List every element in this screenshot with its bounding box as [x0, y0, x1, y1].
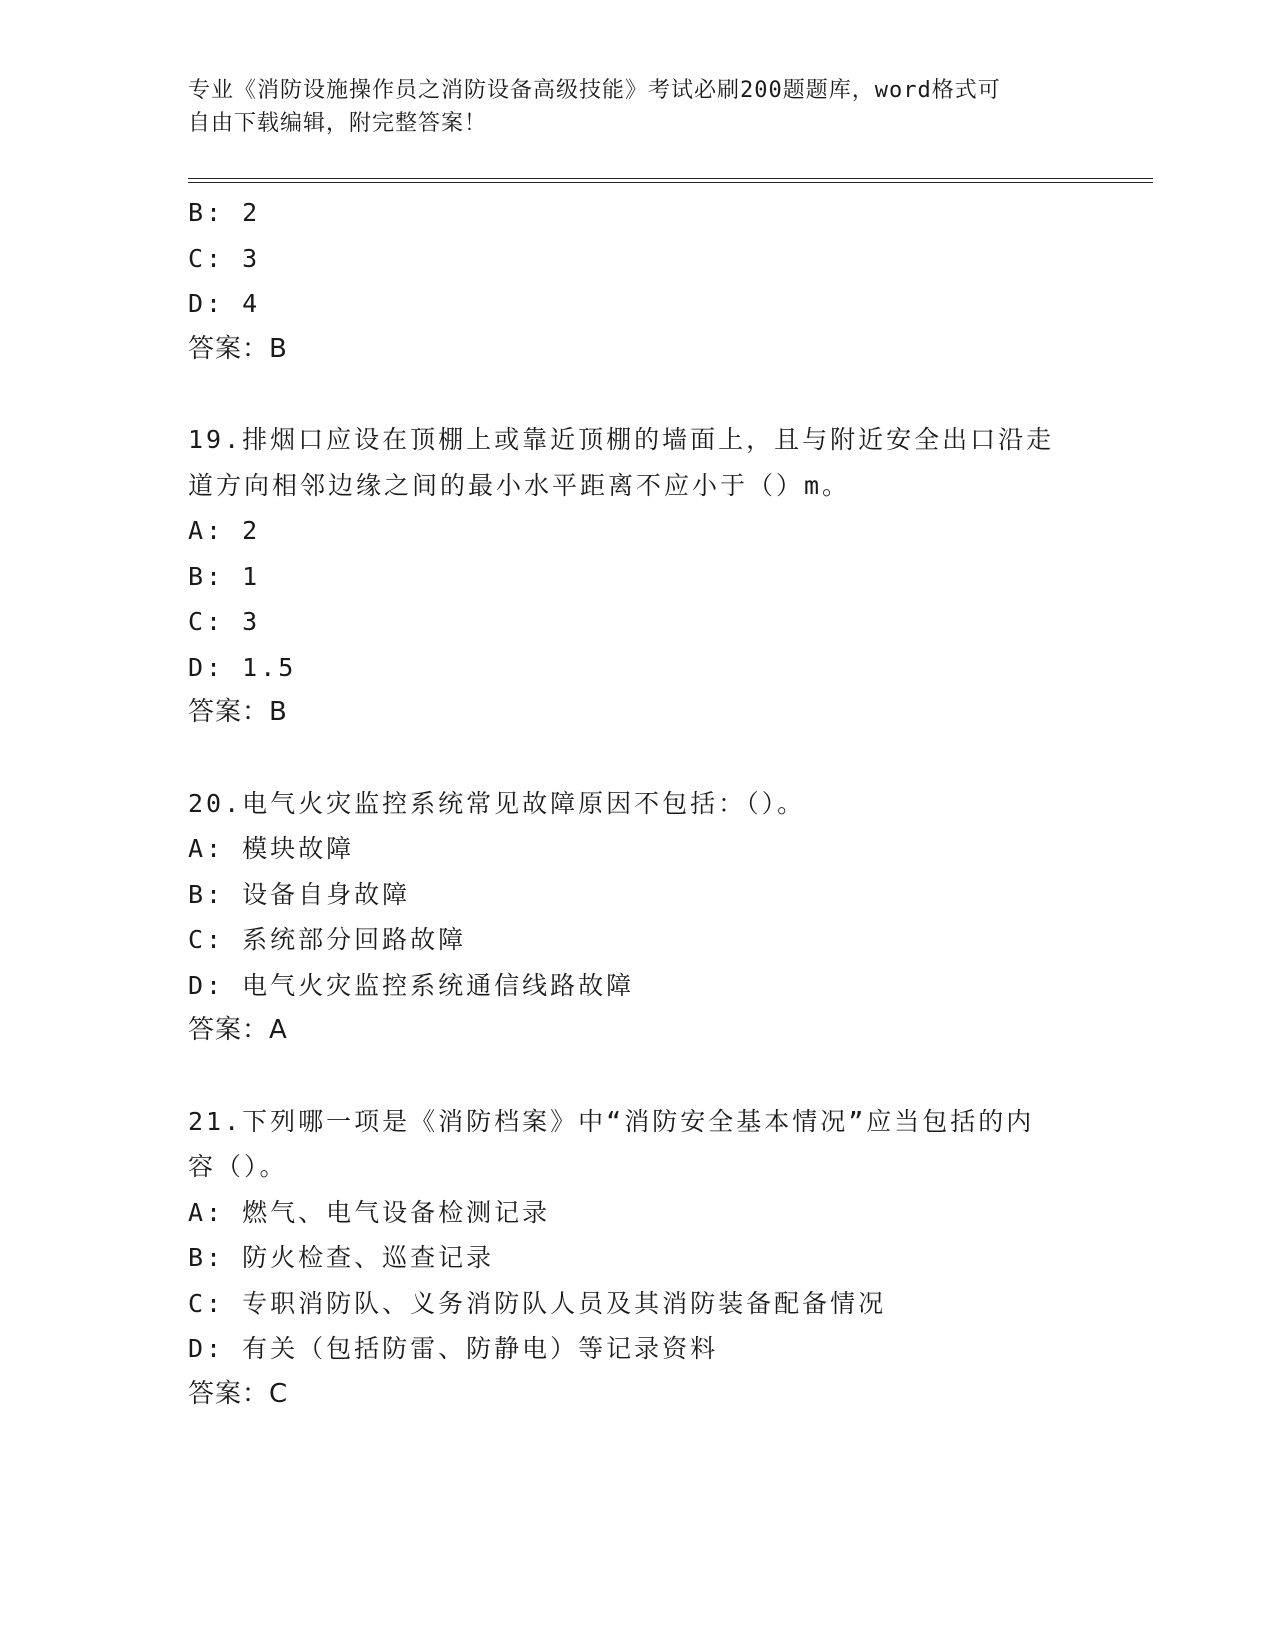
answer-line: 答案：B — [188, 697, 288, 727]
question-list — [188, 190, 1088, 1417]
answer-line: 答案：C — [188, 1378, 289, 1409]
page-header — [188, 74, 1088, 140]
option-b: B: 1 — [188, 561, 261, 591]
option-a: A: 模块故障 — [188, 834, 355, 863]
option-c: C: 专职消防队、义务消防队人员及其消防装备配备情况 — [188, 1288, 887, 1318]
option-d: D: 4 — [188, 289, 261, 318]
option-a: A: 燃气、电气设备检测记录 — [188, 1197, 551, 1227]
question-18-tail — [188, 190, 1088, 372]
option-c: C: 3 — [188, 243, 261, 273]
option-d: D: 有关（包括防雷、防静电）等记录资料 — [188, 1334, 719, 1363]
question-20 — [188, 781, 1088, 1054]
answer-line: 答案：A — [188, 1015, 288, 1045]
question-text-line-1: 21.下列哪一项是《消防档案》中“消防安全基本情况”应当包括的内 — [188, 1106, 1035, 1136]
question-21 — [188, 1099, 1088, 1418]
option-a: A: 2 — [188, 516, 261, 545]
header-title-line-2: 自由下载编辑，附完整答案！ — [188, 111, 488, 136]
question-text-line-2: 道方向相邻边缘之间的最小水平距离不应小于（）m。 — [188, 470, 851, 500]
header-divider — [188, 178, 1153, 183]
option-d: D: 电气火灾监控系统通信线路故障 — [188, 970, 635, 1000]
question-text-line-1: 19.排烟口应设在顶棚上或靠近顶棚的墙面上，且与附近安全出口沿走 — [188, 425, 1055, 454]
question-text-line-2: 容（）。 — [188, 1152, 288, 1181]
option-b: B: 防火检查、巡查记录 — [188, 1243, 495, 1272]
option-b: B: 2 — [188, 198, 261, 227]
option-c: C: 3 — [188, 607, 261, 636]
header-title-line-1: 专业《消防设施操作员之消防设备高级技能》考试必刷200题题库，word格式可 — [188, 78, 1001, 103]
option-d: D: 1.5 — [188, 652, 297, 682]
question-19 — [188, 417, 1088, 736]
option-c: C: 系统部分回路故障 — [188, 925, 467, 954]
option-b: B: 设备自身故障 — [188, 879, 411, 909]
answer-line: 答案：B — [188, 333, 288, 364]
question-text-line-1: 20.电气火灾监控系统常见故障原因不包括：（）。 — [188, 788, 806, 818]
